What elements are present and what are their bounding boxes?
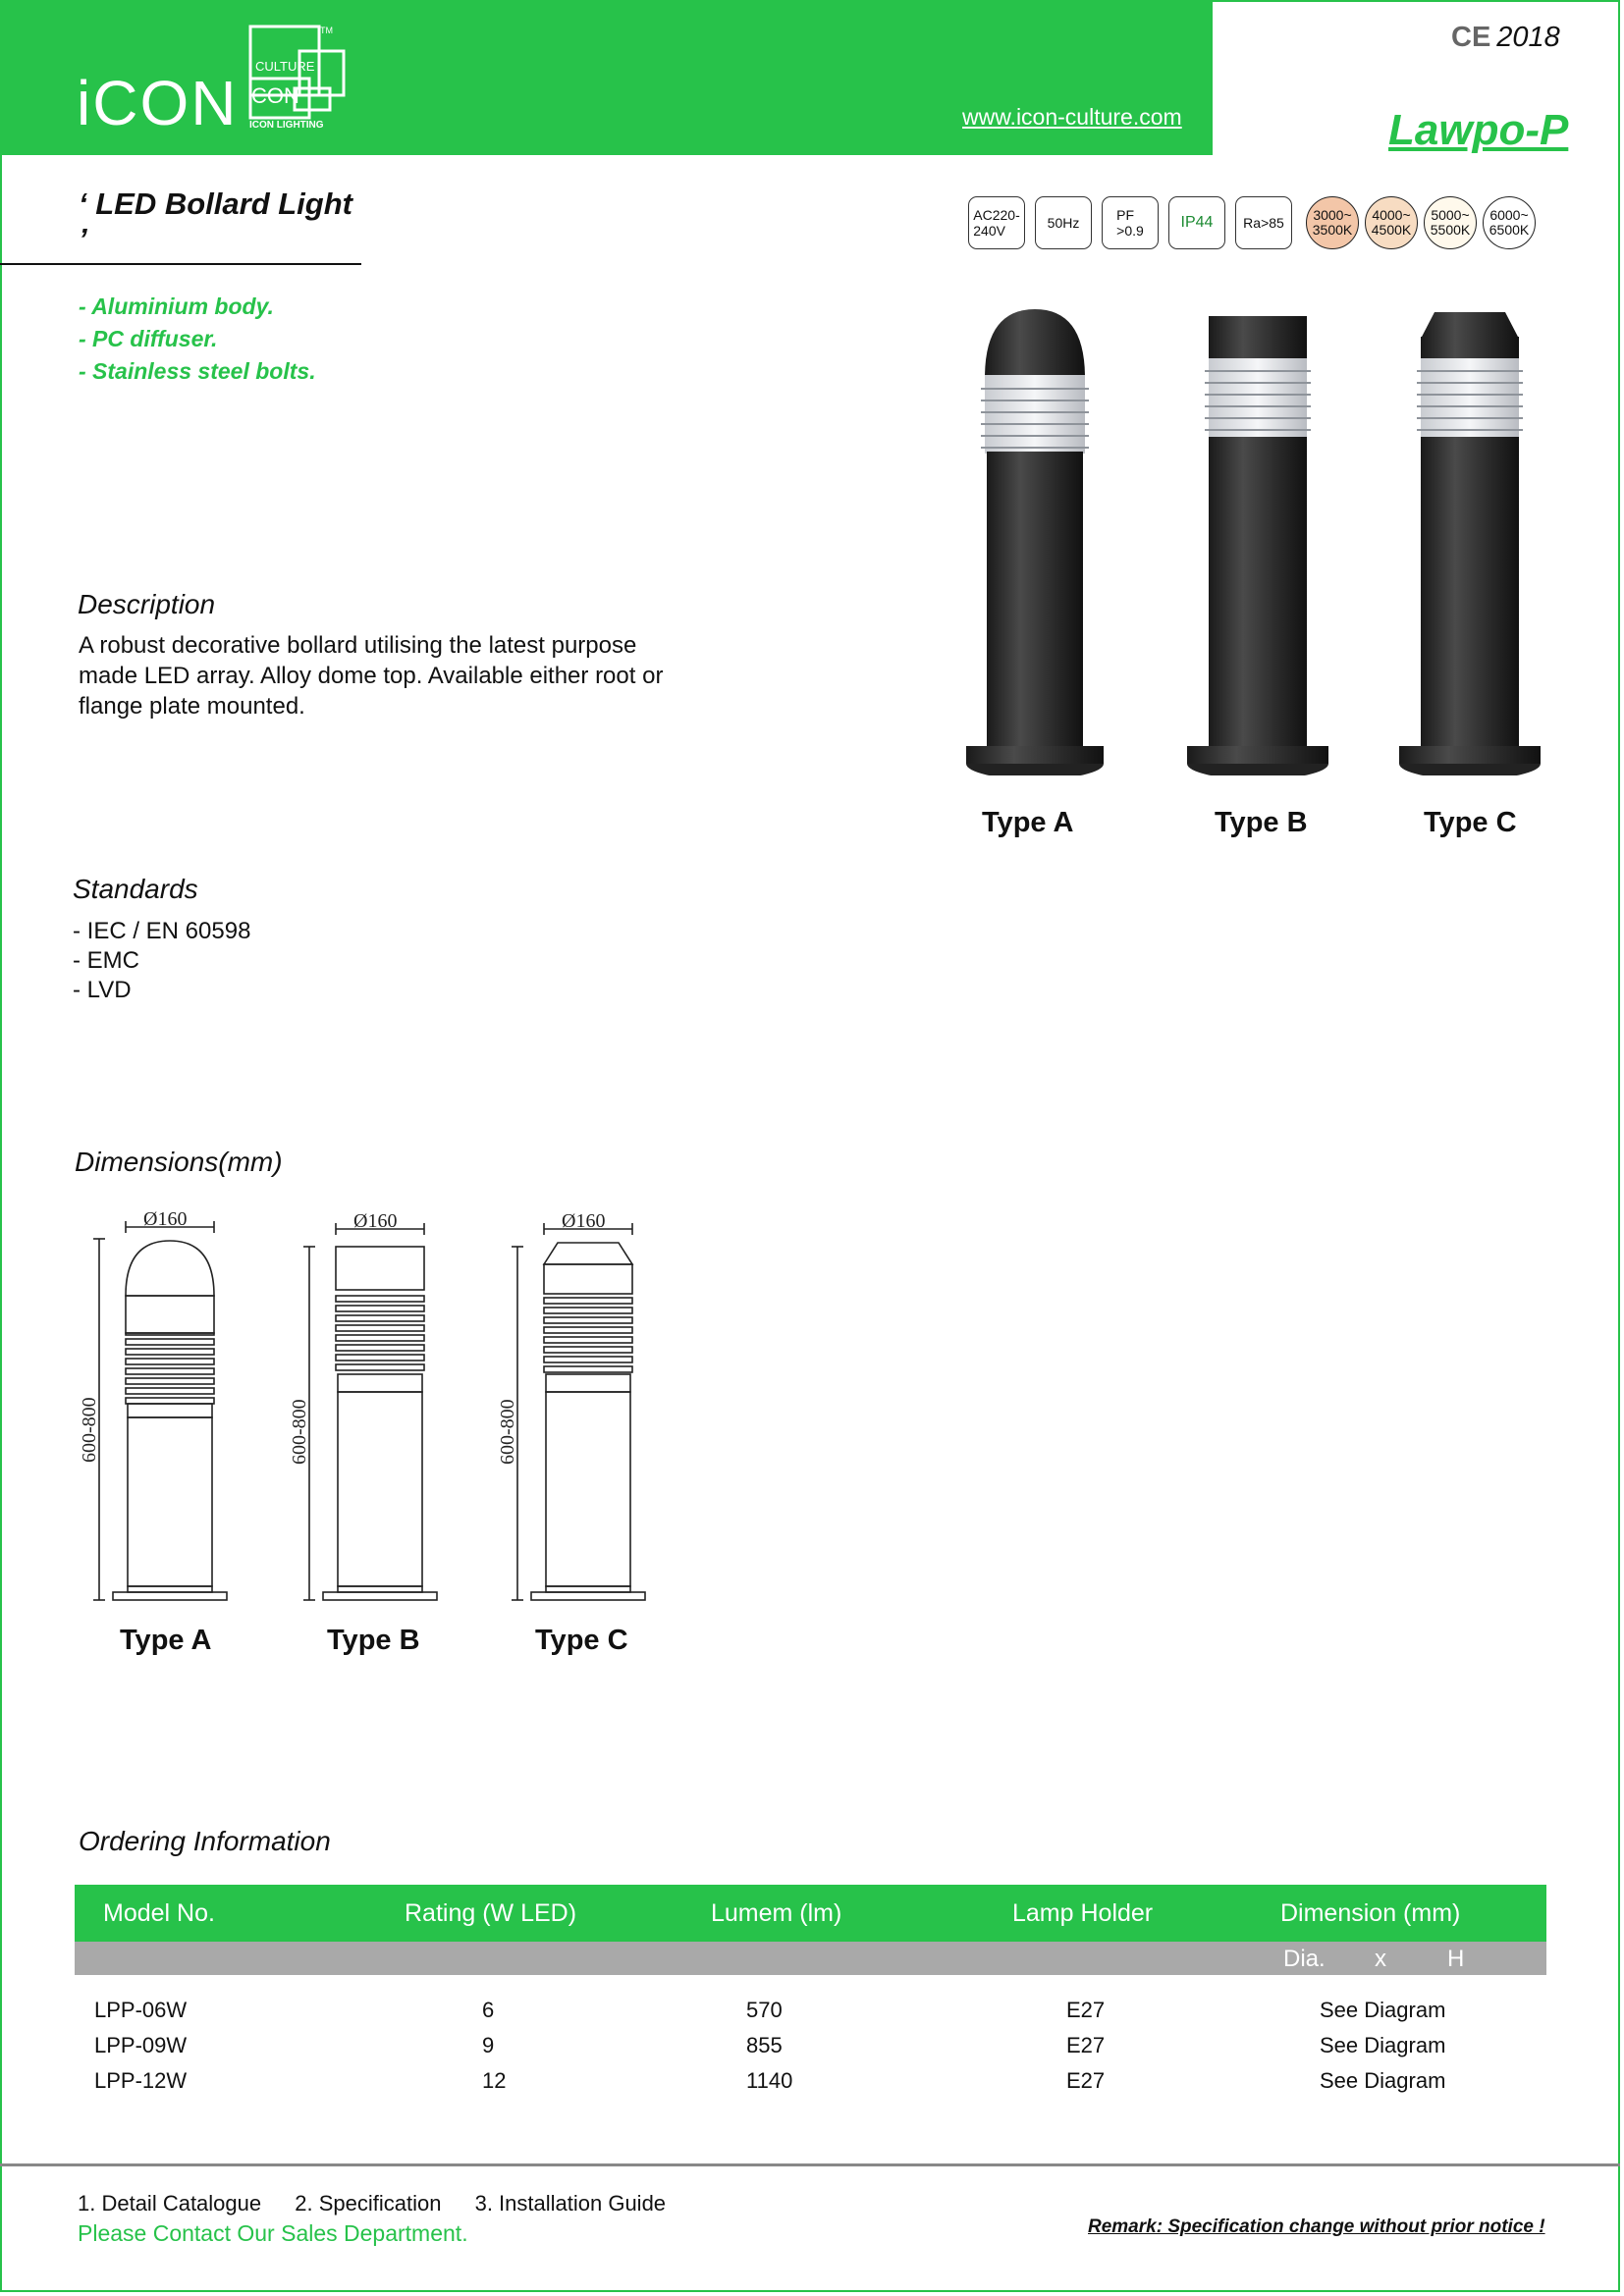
cell-lumen: 1140 bbox=[746, 2068, 793, 2093]
feature-item: - Stainless steel bolts. bbox=[79, 358, 316, 384]
cell-holder: E27 bbox=[1066, 2033, 1106, 2057]
dimension-label-type-a: Type A bbox=[120, 1625, 212, 1656]
standards-heading: Standards bbox=[73, 874, 198, 904]
logo-culture-text: CULTURE bbox=[255, 59, 315, 74]
frequency-badge: 50Hz bbox=[1035, 196, 1092, 249]
diameter-label-a: Ø160 bbox=[143, 1208, 188, 1230]
link-specification[interactable]: 2. Specification bbox=[295, 2191, 442, 2216]
cell-rating: 9 bbox=[482, 2033, 495, 2057]
cell-dimension: See Diagram bbox=[1320, 1998, 1446, 2022]
ce-year bbox=[1451, 22, 1560, 54]
feature-list bbox=[79, 291, 316, 388]
col-rating: Rating (W LED) bbox=[405, 1898, 577, 1927]
standard-item: - EMC bbox=[73, 947, 139, 974]
icon-logo bbox=[245, 22, 363, 134]
footer-divider bbox=[0, 2163, 1620, 2166]
table-row bbox=[75, 1993, 1546, 2028]
diameter-label-b: Ø160 bbox=[353, 1210, 398, 1232]
description-text: A robust decorative bollard utilising the latest purpose made LED array. Alloy dome top. Available either root or flange plate mounted. bbox=[79, 632, 664, 720]
standard-item: - LVD bbox=[73, 977, 132, 1003]
cell-holder: E27 bbox=[1066, 2068, 1106, 2093]
ordering-table bbox=[75, 1885, 1546, 2099]
contact-sales-text: Please Contact Our Sales Department. bbox=[78, 2220, 468, 2246]
table-subheader bbox=[75, 1942, 1546, 1975]
power-factor-badge: PF >0.9 bbox=[1102, 196, 1159, 249]
product-title: ‘ LED Bollard Light ’ bbox=[0, 187, 361, 265]
cell-dimension: See Diagram bbox=[1320, 2033, 1446, 2057]
col-lumen: Lumem (lm) bbox=[711, 1898, 842, 1927]
brand-name: iCON bbox=[77, 68, 239, 138]
standard-item: - IEC / EN 60598 bbox=[73, 918, 251, 944]
bollard-photo-type-b bbox=[1187, 316, 1328, 775]
height-label-c: 600-800 bbox=[497, 1399, 518, 1465]
cell-lumen: 855 bbox=[746, 2033, 783, 2057]
table-header bbox=[75, 1885, 1546, 1942]
table-row bbox=[75, 2063, 1546, 2099]
cell-lumen: 570 bbox=[746, 1998, 783, 2022]
cct-badge-4000k: 4000~ 4500K bbox=[1365, 196, 1418, 249]
sub-h: H bbox=[1447, 1946, 1465, 1972]
remark-text: Remark: Specification change without prior notice ! bbox=[1088, 2216, 1545, 2237]
dimension-drawings bbox=[69, 1207, 658, 1620]
dimension-label-type-c: Type C bbox=[535, 1625, 628, 1656]
col-model: Model No. bbox=[103, 1898, 215, 1927]
document-links bbox=[78, 2191, 666, 2216]
ip-rating-badge: IP44 bbox=[1168, 196, 1225, 249]
link-installation-guide[interactable]: 3. Installation Guide bbox=[474, 2191, 667, 2216]
table-row bbox=[75, 2028, 1546, 2063]
bollard-photo-type-a bbox=[966, 309, 1104, 775]
product-photos bbox=[957, 304, 1556, 775]
col-dimension: Dimension (mm) bbox=[1280, 1898, 1461, 1927]
height-label-a: 600-800 bbox=[79, 1397, 100, 1463]
model-name: Lawpo-P bbox=[1388, 106, 1569, 154]
photo-label-type-a: Type A bbox=[982, 807, 1074, 838]
cri-badge: Ra>85 bbox=[1235, 196, 1292, 249]
col-lamp-holder: Lamp Holder bbox=[1012, 1898, 1154, 1927]
cell-rating: 6 bbox=[482, 1998, 495, 2022]
logo-con-text: CON bbox=[251, 83, 299, 108]
cell-dimension: See Diagram bbox=[1320, 2068, 1446, 2093]
cell-model: LPP-09W bbox=[94, 2033, 188, 2057]
dimension-drawing-type-a bbox=[93, 1221, 227, 1600]
ce-mark-icon: CE bbox=[1451, 22, 1491, 53]
feature-item: - Aluminium body. bbox=[79, 294, 274, 319]
cell-model: LPP-06W bbox=[94, 1998, 188, 2022]
dimension-label-type-b: Type B bbox=[327, 1625, 420, 1656]
ordering-heading: Ordering Information bbox=[79, 1826, 331, 1856]
description-heading: Description bbox=[78, 589, 216, 619]
sub-x: x bbox=[1375, 1946, 1386, 1972]
cell-rating: 12 bbox=[482, 2068, 507, 2093]
logo-tm: TM bbox=[320, 26, 333, 35]
voltage-badge: AC220- 240V bbox=[968, 196, 1025, 249]
cct-badge-6000k: 6000~ 6500K bbox=[1483, 196, 1536, 249]
dimensions-heading: Dimensions(mm) bbox=[75, 1147, 283, 1177]
diameter-label-c: Ø160 bbox=[562, 1210, 606, 1232]
cell-holder: E27 bbox=[1066, 1998, 1106, 2022]
photo-label-type-c: Type C bbox=[1424, 807, 1517, 838]
cct-badge-5000k: 5000~ 5500K bbox=[1424, 196, 1477, 249]
logo-caption: ICON LIGHTING bbox=[249, 120, 324, 131]
spec-badges bbox=[968, 196, 1536, 249]
cell-model: LPP-12W bbox=[94, 2068, 188, 2093]
standards-list bbox=[73, 917, 250, 1005]
dimension-drawing-type-c bbox=[512, 1223, 645, 1600]
cct-badge-3000k: 3000~ 3500K bbox=[1306, 196, 1359, 249]
photo-label-type-b: Type B bbox=[1215, 807, 1308, 838]
website-link[interactable]: www.icon-culture.com bbox=[962, 104, 1182, 130]
link-detail-catalogue[interactable]: 1. Detail Catalogue bbox=[78, 2191, 262, 2216]
dimension-drawing-type-b bbox=[303, 1223, 437, 1600]
height-label-b: 600-800 bbox=[289, 1399, 310, 1465]
sub-dia: Dia. bbox=[1283, 1946, 1326, 1972]
bollard-photo-type-c bbox=[1399, 312, 1541, 775]
feature-item: - PC diffuser. bbox=[79, 326, 218, 351]
year-text: 2018 bbox=[1496, 22, 1560, 53]
